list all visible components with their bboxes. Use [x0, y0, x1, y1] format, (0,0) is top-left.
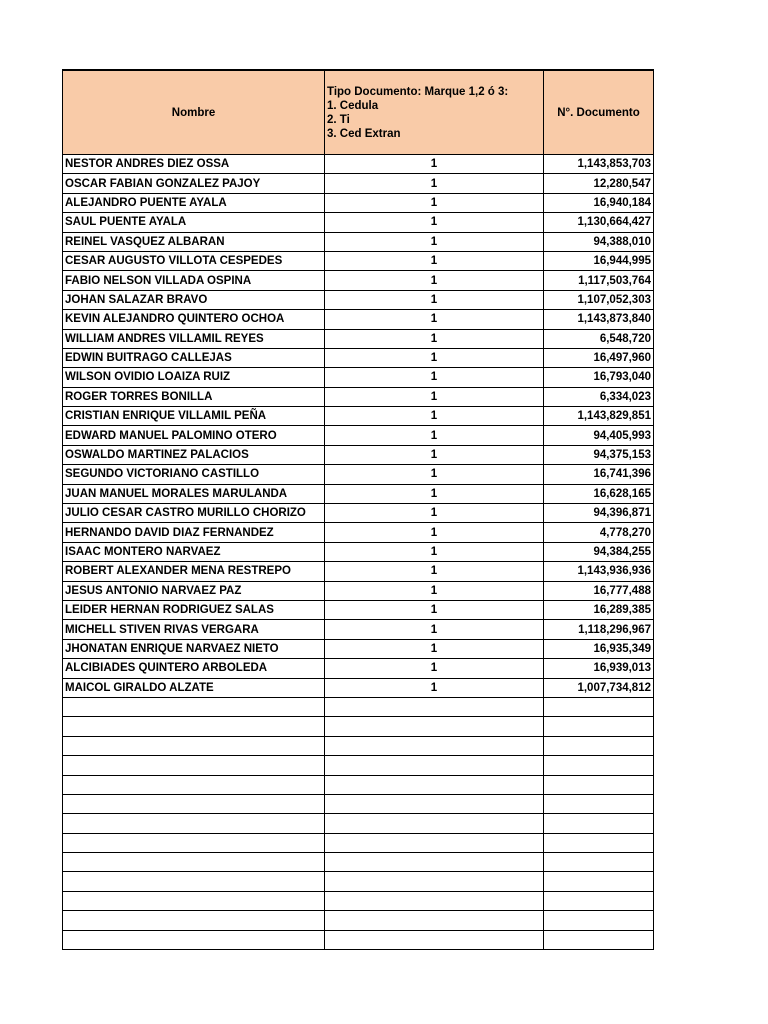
cell-documento[interactable]	[544, 891, 654, 910]
cell-documento[interactable]	[544, 717, 654, 736]
table-row	[63, 930, 654, 949]
cell-nombre[interactable]: CRISTIAN ENRIQUE VILLAMIL PEÑA	[63, 407, 325, 426]
cell-tipo[interactable]: 1	[325, 310, 544, 329]
cell-tipo[interactable]: 1	[325, 271, 544, 290]
cell-nombre[interactable]: ALEJANDRO PUENTE AYALA	[63, 193, 325, 212]
cell-tipo[interactable]: 1	[325, 504, 544, 523]
table-row	[63, 814, 654, 833]
cell-documento[interactable]: 16,935,349	[544, 639, 654, 658]
table-row	[63, 542, 654, 561]
table-row	[63, 833, 654, 852]
cell-documento[interactable]: 6,548,720	[544, 329, 654, 348]
table-row	[63, 155, 654, 174]
table-row	[63, 407, 654, 426]
table-row	[63, 368, 654, 387]
cell-nombre[interactable]: ROBERT ALEXANDER MENA RESTREPO	[63, 562, 325, 581]
cell-nombre[interactable]: ALCIBIADES QUINTERO ARBOLEDA	[63, 659, 325, 678]
cell-nombre[interactable]: LEIDER HERNAN RODRIGUEZ SALAS	[63, 600, 325, 619]
table-row	[63, 271, 654, 290]
cell-tipo[interactable]	[325, 775, 544, 794]
cell-nombre[interactable]	[63, 833, 325, 852]
table-body	[63, 155, 654, 950]
table-row	[63, 872, 654, 891]
cell-nombre[interactable]	[63, 794, 325, 813]
cell-tipo[interactable]: 1	[325, 193, 544, 212]
cell-tipo[interactable]	[325, 872, 544, 891]
cell-tipo[interactable]	[325, 833, 544, 852]
cell-nombre[interactable]: FABIO NELSON VILLADA OSPINA	[63, 271, 325, 290]
cell-nombre[interactable]: JESUS ANTONIO NARVAEZ PAZ	[63, 581, 325, 600]
cell-nombre[interactable]	[63, 814, 325, 833]
cell-nombre[interactable]	[63, 891, 325, 910]
table-row	[63, 678, 654, 697]
cell-nombre[interactable]: WILSON OVIDIO LOAIZA RUIZ	[63, 368, 325, 387]
cell-documento[interactable]: 16,793,040	[544, 368, 654, 387]
cell-nombre[interactable]: ISAAC MONTERO NARVAEZ	[63, 542, 325, 561]
table-row	[63, 348, 654, 367]
cell-documento[interactable]	[544, 775, 654, 794]
cell-nombre[interactable]	[63, 756, 325, 775]
cell-documento[interactable]: 16,741,396	[544, 465, 654, 484]
cell-documento[interactable]	[544, 756, 654, 775]
cell-documento[interactable]	[544, 911, 654, 930]
cell-documento[interactable]: 16,940,184	[544, 193, 654, 212]
cell-nombre[interactable]	[63, 853, 325, 872]
cell-nombre[interactable]: MAICOL GIRALDO ALZATE	[63, 678, 325, 697]
cell-documento[interactable]: 94,388,010	[544, 232, 654, 251]
cell-nombre[interactable]: EDWIN BUITRAGO CALLEJAS	[63, 348, 325, 367]
cell-nombre[interactable]: REINEL VASQUEZ ALBARAN	[63, 232, 325, 251]
cell-tipo[interactable]: 1	[325, 639, 544, 658]
table-row	[63, 445, 654, 464]
cell-tipo[interactable]	[325, 853, 544, 872]
cell-tipo[interactable]: 1	[325, 232, 544, 251]
cell-tipo[interactable]: 1	[325, 155, 544, 174]
cell-documento[interactable]	[544, 697, 654, 716]
cell-tipo[interactable]: 1	[325, 387, 544, 406]
table-row	[63, 911, 654, 930]
cell-tipo[interactable]: 1	[325, 678, 544, 697]
table-row	[63, 697, 654, 716]
header-documento[interactable]: N°. Documento	[544, 70, 654, 155]
cell-documento[interactable]	[544, 794, 654, 813]
cell-documento[interactable]: 1,007,734,812	[544, 678, 654, 697]
table-row	[63, 504, 654, 523]
cell-tipo[interactable]	[325, 717, 544, 736]
cell-documento[interactable]: 94,384,255	[544, 542, 654, 561]
cell-documento[interactable]	[544, 872, 654, 891]
cell-nombre[interactable]: SEGUNDO VICTORIANO CASTILLO	[63, 465, 325, 484]
header-row	[63, 70, 654, 155]
cell-tipo[interactable]	[325, 891, 544, 910]
cell-tipo[interactable]: 1	[325, 329, 544, 348]
table-row	[63, 853, 654, 872]
table-row	[63, 600, 654, 619]
cell-tipo[interactable]: 1	[325, 174, 544, 193]
table-row	[63, 756, 654, 775]
table-row	[63, 581, 654, 600]
cell-nombre[interactable]: JUAN MANUEL MORALES MARULANDA	[63, 484, 325, 503]
table-row	[63, 717, 654, 736]
table-row	[63, 620, 654, 639]
cell-tipo[interactable]	[325, 930, 544, 949]
cell-documento[interactable]: 1,143,873,840	[544, 310, 654, 329]
cell-nombre[interactable]	[63, 717, 325, 736]
cell-documento[interactable]	[544, 833, 654, 852]
cell-documento[interactable]	[544, 736, 654, 755]
cell-documento[interactable]: 16,628,165	[544, 484, 654, 503]
cell-tipo[interactable]	[325, 911, 544, 930]
cell-documento[interactable]: 4,778,270	[544, 523, 654, 542]
table-row	[63, 891, 654, 910]
cell-tipo[interactable]	[325, 814, 544, 833]
cell-nombre[interactable]: EDWARD MANUEL PALOMINO OTERO	[63, 426, 325, 445]
cell-tipo[interactable]: 1	[325, 562, 544, 581]
cell-tipo[interactable]: 1	[325, 348, 544, 367]
cell-nombre[interactable]: HERNANDO DAVID DIAZ FERNANDEZ	[63, 523, 325, 542]
table-row	[63, 329, 654, 348]
cell-nombre[interactable]: OSWALDO MARTINEZ PALACIOS	[63, 445, 325, 464]
cell-tipo[interactable]	[325, 756, 544, 775]
cell-nombre[interactable]: KEVIN ALEJANDRO QUINTERO OCHOA	[63, 310, 325, 329]
cell-tipo[interactable]	[325, 736, 544, 755]
cell-documento[interactable]	[544, 814, 654, 833]
cell-nombre[interactable]: MICHELL STIVEN RIVAS VERGARA	[63, 620, 325, 639]
table-row	[63, 794, 654, 813]
table-row	[63, 736, 654, 755]
cell-nombre[interactable]: JULIO CESAR CASTRO MURILLO CHORIZO	[63, 504, 325, 523]
cell-documento[interactable]: 1,117,503,764	[544, 271, 654, 290]
cell-documento[interactable]: 16,939,013	[544, 659, 654, 678]
cell-documento[interactable]: 16,497,960	[544, 348, 654, 367]
table-row	[63, 310, 654, 329]
cell-documento[interactable]: 94,375,153	[544, 445, 654, 464]
table-row	[63, 426, 654, 445]
cell-documento[interactable]: 1,118,296,967	[544, 620, 654, 639]
cell-documento[interactable]	[544, 853, 654, 872]
cell-tipo[interactable]: 1	[325, 407, 544, 426]
table-row	[63, 387, 654, 406]
cell-tipo[interactable]: 1	[325, 600, 544, 619]
cell-nombre[interactable]	[63, 872, 325, 891]
cell-nombre[interactable]	[63, 775, 325, 794]
cell-tipo[interactable]: 1	[325, 251, 544, 270]
header-tipo-documento[interactable]	[325, 70, 544, 155]
cell-documento[interactable]: 16,944,995	[544, 251, 654, 270]
header-tipo-line-4: 3. Ced Extran	[327, 127, 401, 140]
cell-tipo[interactable]: 1	[325, 620, 544, 639]
table-row	[63, 213, 654, 232]
document-table	[62, 69, 654, 950]
cell-tipo[interactable]: 1	[325, 523, 544, 542]
table-row	[63, 290, 654, 309]
table-row	[63, 484, 654, 503]
cell-nombre[interactable]: SAUL PUENTE AYALA	[63, 213, 325, 232]
cell-tipo[interactable]: 1	[325, 445, 544, 464]
cell-nombre[interactable]: ROGER TORRES BONILLA	[63, 387, 325, 406]
table-row	[63, 523, 654, 542]
cell-tipo[interactable]: 1	[325, 659, 544, 678]
table-row	[63, 193, 654, 212]
cell-tipo[interactable]: 1	[325, 290, 544, 309]
table-row	[63, 775, 654, 794]
cell-documento[interactable]: 12,280,547	[544, 174, 654, 193]
cell-documento[interactable]: 16,777,488	[544, 581, 654, 600]
cell-tipo[interactable]: 1	[325, 581, 544, 600]
cell-documento[interactable]: 16,289,385	[544, 600, 654, 619]
table-row	[63, 251, 654, 270]
table-row	[63, 232, 654, 251]
cell-nombre[interactable]: JHONATAN ENRIQUE NARVAEZ NIETO	[63, 639, 325, 658]
cell-tipo[interactable]: 1	[325, 465, 544, 484]
cell-documento[interactable]: 1,143,853,703	[544, 155, 654, 174]
cell-tipo[interactable]	[325, 794, 544, 813]
cell-nombre[interactable]: OSCAR FABIAN GONZALEZ PAJOY	[63, 174, 325, 193]
header-tipo-line-3: 2. Ti	[327, 113, 350, 126]
cell-tipo[interactable]: 1	[325, 542, 544, 561]
cell-documento[interactable]: 1,130,664,427	[544, 213, 654, 232]
cell-nombre[interactable]: NESTOR ANDRES DIEZ OSSA	[63, 155, 325, 174]
cell-nombre[interactable]	[63, 736, 325, 755]
cell-nombre[interactable]	[63, 697, 325, 716]
cell-nombre[interactable]	[63, 930, 325, 949]
cell-tipo[interactable]: 1	[325, 426, 544, 445]
header-nombre[interactable]: Nombre	[63, 70, 325, 155]
cell-documento[interactable]: 94,396,871	[544, 504, 654, 523]
cell-nombre[interactable]: CESAR AUGUSTO VILLOTA CESPEDES	[63, 251, 325, 270]
cell-tipo[interactable]	[325, 697, 544, 716]
header-tipo-line-2: 1. Cedula	[327, 99, 379, 112]
table-row	[63, 659, 654, 678]
cell-nombre[interactable]	[63, 911, 325, 930]
cell-documento[interactable]: 1,107,052,303	[544, 290, 654, 309]
cell-documento[interactable]: 1,143,936,936	[544, 562, 654, 581]
table-row	[63, 174, 654, 193]
table-row	[63, 562, 654, 581]
cell-tipo[interactable]: 1	[325, 484, 544, 503]
cell-tipo[interactable]: 1	[325, 368, 544, 387]
cell-documento[interactable]	[544, 930, 654, 949]
cell-documento[interactable]: 94,405,993	[544, 426, 654, 445]
table-row	[63, 465, 654, 484]
table-row	[63, 639, 654, 658]
cell-tipo[interactable]: 1	[325, 213, 544, 232]
cell-nombre[interactable]: WILLIAM ANDRES VILLAMIL REYES	[63, 329, 325, 348]
cell-documento[interactable]: 6,334,023	[544, 387, 654, 406]
cell-documento[interactable]: 1,143,829,851	[544, 407, 654, 426]
header-tipo-line-1: Tipo Documento: Marque 1,2 ó 3:	[327, 85, 509, 98]
cell-nombre[interactable]: JOHAN SALAZAR BRAVO	[63, 290, 325, 309]
